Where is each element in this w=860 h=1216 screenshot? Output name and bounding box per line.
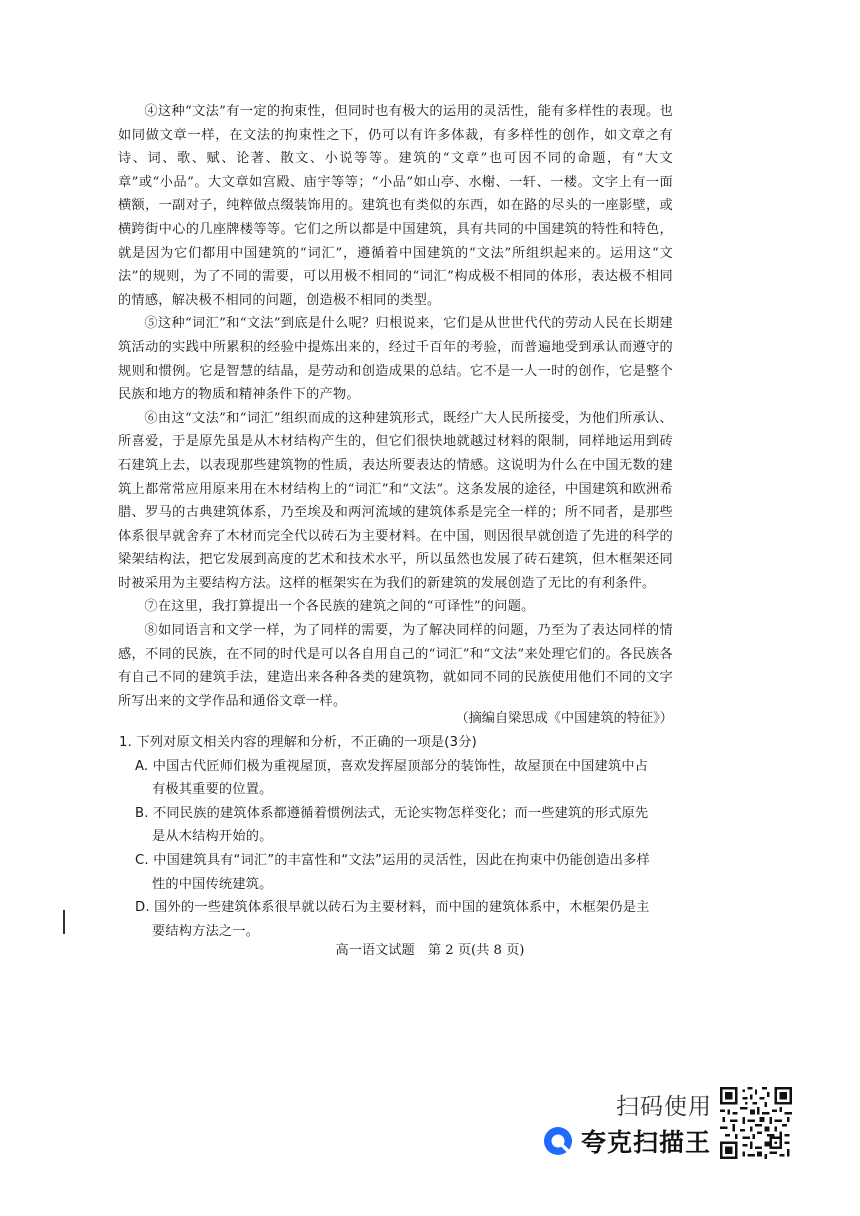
option-a-line2: 有极其重要的位置。: [152, 782, 273, 798]
brand-name: 夸克扫描王: [581, 1128, 712, 1157]
option-d-line2: 要结构方法之一。: [152, 923, 260, 939]
paragraph-8: ⑧如同语言和文学一样，为了同样的需要，为了解决同样的问题，乃至为了表达同样的情感，不同的民族，在不同的时代是可以各自用自己的“词汇”和“文法”来处理它们的。各民族各有自己不同的建筑手法，建造出来各种各类的建筑物，就如同不同的民族使用他们不同的文字所写出来的文学作品和通俗文章一样。: [118, 623, 673, 709]
qr-code-icon[interactable]: [720, 1087, 792, 1159]
paragraph-7: ⑦在这里，我打算提出一个各民族的建筑之间的“可译性”的问题。: [144, 599, 535, 615]
option-a: [135, 755, 679, 802]
brand-watermark: [543, 1123, 711, 1159]
option-d-line1: D. 国外的一些建筑体系很早就以砖石为主要材料，而中国的建筑体系中，木框架仍是主: [135, 900, 650, 916]
source-citation: （摘编自梁思成《中国建筑的特征》）: [455, 711, 673, 726]
option-b-line2: 是从木结构开始的。: [152, 829, 273, 845]
page-footer: 高一语文试题 第 2 页(共 8 页): [335, 943, 525, 958]
option-d: [135, 896, 679, 943]
option-c-line1: C. 中国建筑具有“词汇”的丰富性和“文法”运用的灵活性，因此在拘束中仍能创造出多样: [135, 852, 650, 868]
question-stem: 1. 下列对原文相关内容的理解和分析，不正确的一项是(3分): [119, 735, 477, 750]
option-c: [135, 849, 679, 896]
paragraph-6: ⑥由这“文法”和“词汇”组织而成的这种建筑形式，既经广大人民所接受，为他们所承认、所喜爱，于是原先虽是从木材结构产生的，但它们很快地就越过材料的限制，同样地运用到砖石建筑上去，以表现那些建筑物的性质，表达所要表达的情感。这说明为什么在中国无数的建筑上都常常应用原来用在木材结构上的“词汇”和“文法”。这条发展的途径，中国建筑和欧洲希腊、罗马的古典建筑体系，乃至埃及和两河流域的建筑体系是完全一样的；所不同者，是那些体系很早就舍弃了木材而完全代以砖石为主要材料。在中国，则因很早就创造了先进的科学的梁架结构法，把它发展到高度的艺术和技术水平，所以虽然也发展了砖石建筑，但木框架还同时被采用为主要结构方法。这样的框架实在为我们的新建筑的发展创造了无比的有利条件。: [118, 410, 673, 591]
paragraph-5: ⑤这种“词汇”和“文法”到底是什么呢？归根说来，它们是从世世代代的劳动人民在长期建筑活动的实践中所累积的经验中提炼出来的，经过千百年的考验，而普遍地受到承认而遵守的规则和惯例。它是智慧的结晶，是劳动和创造成果的总结。它不是一人一时的创作，它是整个民族和地方的物质和精神条件下的产物。: [118, 316, 673, 403]
option-b-line1: B. 不同民族的建筑体系都遵循着惯例法式，无论实物怎样变化；而一些建筑的形式原先: [135, 805, 649, 821]
option-c-line2: 性的中国传统建筑。: [152, 876, 273, 892]
question-1: [119, 731, 679, 943]
passage: [118, 100, 673, 713]
scan-label: 扫码使用: [616, 1094, 712, 1120]
option-a-line1: A. 中国古代匠师们极为重视屋顶，喜欢发挥屋顶部分的装饰性，故屋顶在中国建筑中占: [135, 758, 649, 774]
paragraph-4: ④这种“文法”有一定的拘束性，但同时也有极大的运用的灵活性，能有多样性的表现。也如同做文章一样，在文法的拘束性之下，仍可以有许多体裁，有多样性的创作，如文章之有诗、词、歌、赋、论著、散文、小说等等。建筑的“文章”也可因不同的命题，有“大文章”或“小品”。大文章如宫殿、庙宇等等；“小品”如山亭、水榭、一轩、一楼。文字上有一面横额，一副对子，纯粹做点缀装饰用的。建筑也有类似的东西，如在路的尽头的一座影壁，或横跨街中心的几座牌楼等等。它们之所以都是中国建筑，具有共同的中国建筑的特性和特色，就是因为它们都用中国建筑的“词汇”，遵循着中国建筑的“文法”所组织起来的。运用这“文法”的规则，为了不同的需要，可以用极不相同的“词汇”构成极不相同的体形，表达极不相同的情感，解决极不相同的问题，创造极不相同的类型。: [118, 104, 673, 308]
option-b: [135, 802, 679, 849]
margin-mark: [63, 910, 65, 934]
quark-logo-icon: [543, 1126, 573, 1156]
